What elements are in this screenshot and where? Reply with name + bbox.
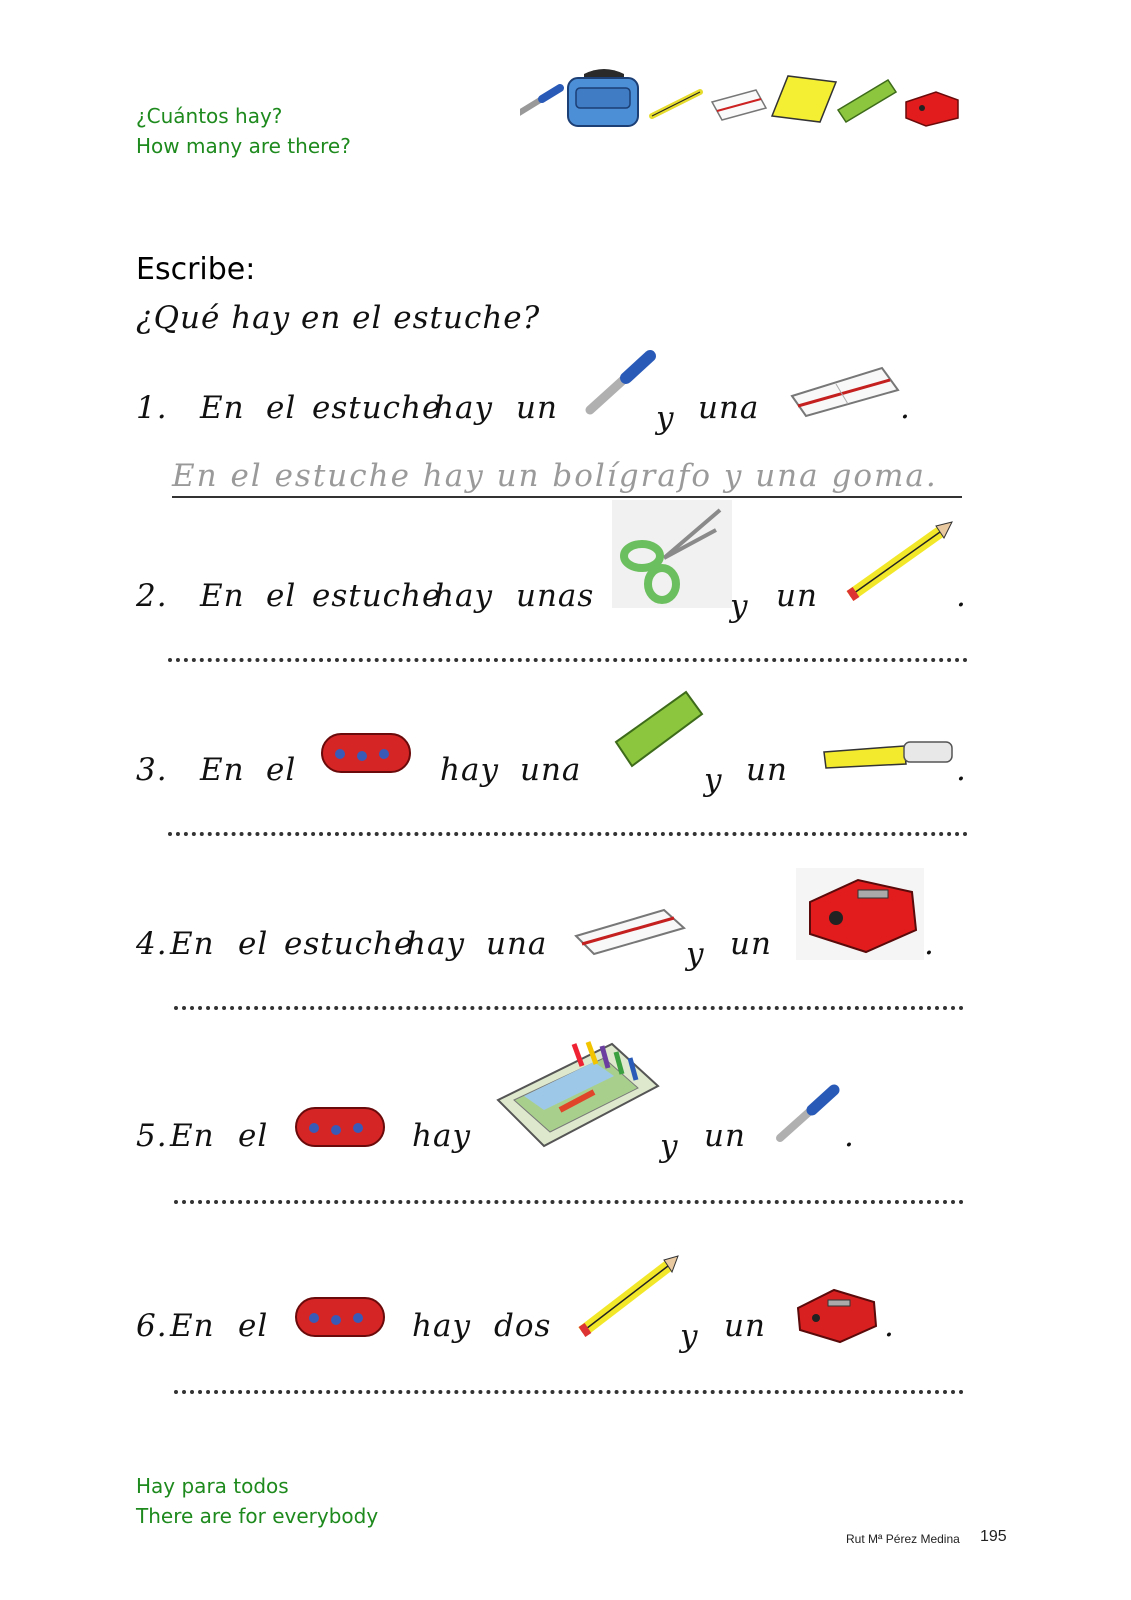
sharpener-icon [794, 1284, 878, 1344]
answer-line[interactable] [174, 1390, 964, 1394]
item-word: hay [434, 578, 493, 614]
item-word: estuche [312, 578, 442, 614]
item-word: En [200, 578, 245, 614]
item-word: un [776, 578, 818, 614]
item-number: 4. [136, 926, 168, 962]
item-word: y [730, 588, 749, 624]
item-word: hay [412, 1308, 471, 1344]
page-number: 195 [980, 1528, 1007, 1545]
pen-icon [580, 348, 660, 420]
pencil-case-icon [292, 1290, 388, 1342]
ruler-icon [612, 686, 704, 778]
item-word: En [170, 1308, 215, 1344]
exercise-item-4 [0, 904, 1131, 1034]
exercise-item-3 [0, 730, 1131, 860]
item-word: un [746, 752, 788, 788]
question: ¿Qué hay en el estuche? [136, 300, 541, 336]
item-word: el [238, 1308, 269, 1344]
exercise-item-2 [0, 550, 1131, 680]
answer-line[interactable] [174, 1200, 964, 1204]
item-word: y [686, 936, 705, 972]
item-word: y [704, 762, 723, 798]
eraser-icon [786, 360, 902, 420]
item-period: . [884, 1308, 895, 1344]
item-word: una [520, 752, 582, 788]
item-word: y [656, 400, 675, 436]
item-number: 2. [136, 578, 168, 614]
item-word: estuche [284, 926, 414, 962]
item-number: 5. [136, 1118, 168, 1154]
backpack-icon [568, 69, 638, 126]
item-word: En [170, 1118, 215, 1154]
item-period: . [956, 578, 967, 614]
item-number: 6. [136, 1308, 168, 1344]
model-answer: En el estuche hay un bolígrafo y una goma. [172, 458, 962, 498]
colored-pencils-box-icon [494, 1036, 662, 1154]
item-period: . [924, 926, 935, 962]
item-number: 3. [136, 752, 168, 788]
answer-line[interactable] [174, 1006, 964, 1010]
item-word: estuche [312, 390, 442, 426]
item-word: hay [406, 926, 465, 962]
pen-icon [772, 1082, 844, 1146]
item-period: . [956, 752, 967, 788]
item-word: y [680, 1318, 699, 1354]
pencil-icon [840, 520, 956, 606]
pen-icon [520, 88, 560, 116]
item-period: . [844, 1118, 855, 1154]
item-word: hay [434, 390, 493, 426]
item-word: un [724, 1308, 766, 1344]
sharpener-icon [906, 92, 958, 126]
pencil-icon [574, 1252, 682, 1340]
item-number: 1. [136, 390, 168, 426]
item-period: . [900, 390, 911, 426]
item-word: dos [494, 1308, 552, 1344]
eraser-icon [712, 90, 766, 120]
notebook-icon [772, 76, 836, 122]
item-word: y [660, 1128, 679, 1164]
exercise-item-6 [0, 1286, 1131, 1416]
item-word: el [238, 926, 269, 962]
item-word: una [698, 390, 760, 426]
eraser-icon [572, 904, 688, 956]
item-word: En [200, 390, 245, 426]
sharpener-icon [796, 868, 924, 960]
highlighter-icon [820, 734, 956, 774]
school-supplies-strip [520, 66, 990, 132]
item-word: una [486, 926, 548, 962]
pencil-case-icon [292, 1100, 388, 1152]
item-word: En [170, 926, 215, 962]
item-word: el [266, 578, 297, 614]
author-credit: Rut Mª Pérez Medina [846, 1532, 960, 1546]
header-title-en: How many are there? [136, 134, 351, 158]
item-word: un [730, 926, 772, 962]
answer-line[interactable] [168, 658, 968, 662]
item-word: el [266, 752, 297, 788]
ruler-icon [838, 80, 896, 122]
scissors-icon [612, 500, 732, 608]
pencil-icon [652, 92, 700, 116]
item-word: un [704, 1118, 746, 1154]
item-word: hay [440, 752, 499, 788]
header-title-es: ¿Cuántos hay? [136, 104, 283, 128]
answer-line[interactable] [168, 832, 968, 836]
item-word: hay [412, 1118, 471, 1154]
item-word: el [238, 1118, 269, 1154]
item-word: unas [516, 578, 595, 614]
item-word: el [266, 390, 297, 426]
pencil-case-icon [318, 726, 414, 778]
exercise-item-5 [0, 1096, 1131, 1226]
item-word: En [200, 752, 245, 788]
page-title: Escribe: [136, 252, 256, 287]
footer-title-es: Hay para todos [136, 1474, 289, 1498]
footer-title-en: There are for everybody [136, 1504, 379, 1528]
item-word: un [516, 390, 558, 426]
